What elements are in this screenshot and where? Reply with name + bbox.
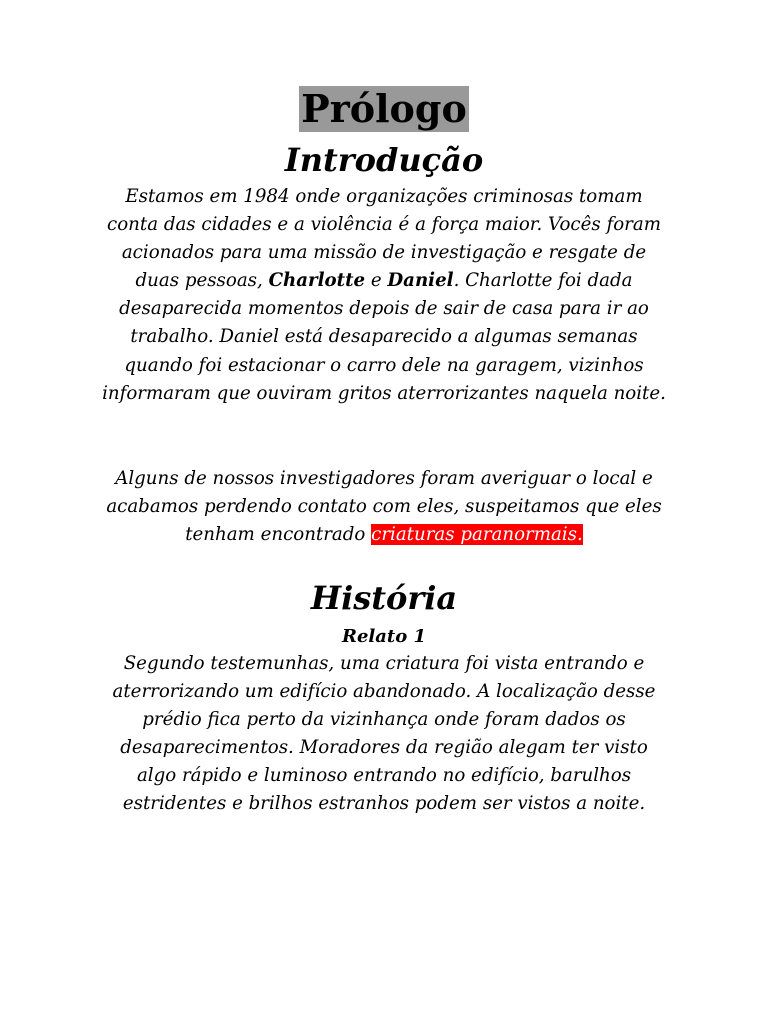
- report-paragraph: Segundo testemunhas, uma criatura foi vista entrando e aterrorizando um edifício abandonado. A localização desse prédio fica perto da vizinhança onde foram dados os desaparecimentos. Moradores da região alegam ter visto algo rápido e luminoso entrando no edifício, barulhos estridentes e brilhos estranhos podem ser vistos a noite.: [112, 653, 656, 815]
- paranormal-highlight: criaturas paranormais.: [371, 524, 583, 546]
- page-title: Prólogo: [301, 86, 467, 131]
- intro-paragraph-2: [98, 465, 670, 549]
- report-label: Relato 1: [341, 626, 427, 647]
- title-wrapper: [0, 86, 768, 132]
- intro-p1-text-b: . Charlotte foi dada desaparecida momentos depois de sair de casa para ir ao trabalho. Daniel está desaparecido a algumas semanas quando foi estacionar o carro dele na garagem, vizinhos informaram que ouviram gritos aterrorizantes naquela noite.: [102, 270, 666, 404]
- name-daniel: Daniel: [387, 270, 454, 292]
- history-heading: História: [310, 579, 458, 617]
- name-charlotte: Charlotte: [268, 270, 366, 292]
- intro-p2-text: Alguns de nossos investigadores foram averiguar o local e acabamos perdendo contato com eles, suspeitamos que eles tenham encontrado: [106, 468, 662, 546]
- intro-p1-and: e: [365, 270, 388, 292]
- intro-p1-text-a: Estamos em 1984 onde organizações criminosas tomam conta das cidades e a violência é a força maior. Vocês foram acionados para uma missão de investigação e resgate de duas pessoas,: [107, 186, 661, 292]
- intro-paragraph-1: [98, 183, 670, 408]
- intro-heading: Introdução: [284, 141, 484, 179]
